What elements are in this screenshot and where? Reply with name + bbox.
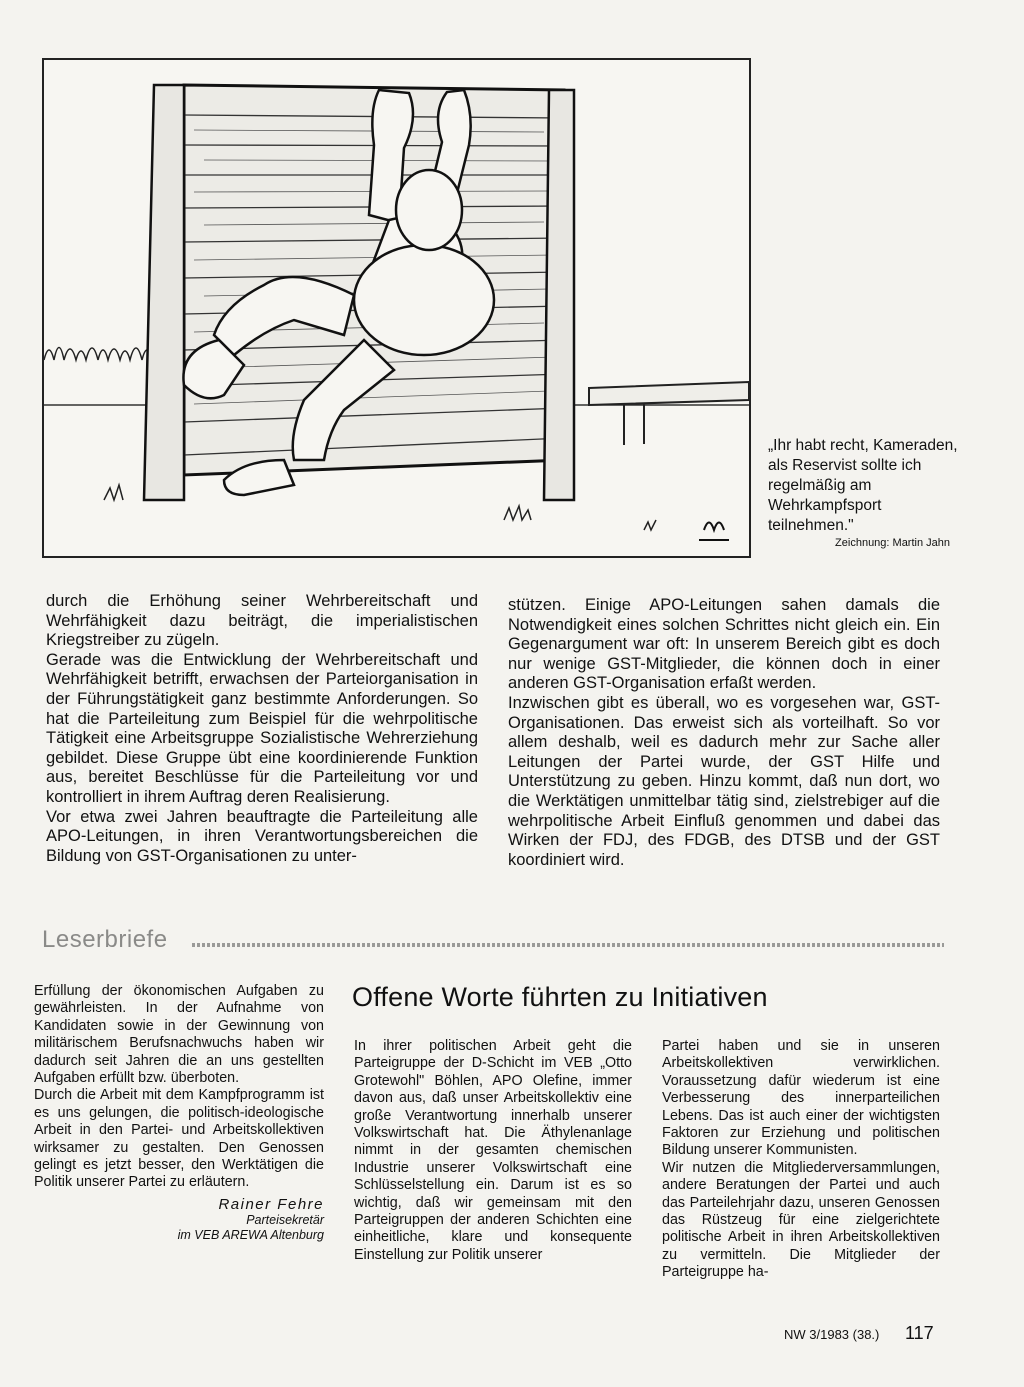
section-label: Leserbriefe: [42, 926, 168, 953]
illustration-credit: Zeichnung: Martin Jahn: [835, 537, 950, 549]
right-post: [544, 90, 574, 500]
article-paragraph: durch die Erhöhung seiner Wehrbereitschaft und Wehrfähigkeit dazu beiträgt, die imperialistischen Kriegstreiber zu zügeln.: [46, 592, 478, 650]
balance-beam: [589, 382, 749, 445]
article-paragraph: stützen. Einige APO-Leitungen sahen damals die Notwendigkeit eines solchen Schrittes nicht gleich ein. Ein Gegenargument war oft: In unserem Bereich gibt es doch nur wenige GST-Mitglieder, die können doch in einer anderen GST-Organisation erfaßt werden.: [508, 596, 940, 693]
article-column-right: [508, 596, 940, 870]
article-paragraph: Vor etwa zwei Jahren beauftragte die Parteileitung alle APO-Leitungen, in ihren Verantwortungsbereichen die Bildung von GST-Organisationen zu unter-: [46, 807, 478, 865]
letter-paragraph: Durch die Arbeit mit dem Kampfprogramm ist es uns gelungen, die politisch-ideologische Arbeit in den Partei- und Arbeitskollektiven wirksamer zu gestalten. Den Genossen gelingt es jetzt besser, den Werktätigen die Politik unserer Partei zu erläutern.: [34, 1087, 324, 1191]
article-column-left: [46, 592, 478, 866]
letter-paragraph: In ihrer politischen Arbeit geht die Parteigruppe der D-Schicht im VEB „Otto Grotewohl" Böhlen, APO Olefine, immer davon aus, daß unser Arbeitskollektiv eine große Verantwortung innerhalb unserer Volkswirtschaft hat. Die Äthylenanlage nimmt in der gesamten chemischen Industrie unserer Volkswirtschaft eine Schlüsselstellung ein. Darum ist es so wichtig, daß wir gemeinsam mit den Parteigruppen der anderen Schichten eine einheitliche, klare und konsequente Einstellung zur Politik unserer: [354, 1038, 632, 1263]
letter-paragraph: Erfüllung der ökonomischen Aufgaben zu gewährleisten. In der Aufnahme von Kandidaten sowie in der Gewinnung von militärischem Berufsnachwuchs haben wir dadurch seit Jahren die an uns gestellten Aufgaben erfüllt bzw. überboten.: [34, 983, 324, 1087]
article-paragraph: Inzwischen gibt es überall, wo es vorgesehen war, GST-Organisationen. Das erweist sich als vorteilhaft. So vor allem deshalb, weil es dadurch mehr zur Sache aller Leitungen der Partei wurde, der GST Hilfe und Unterstützung zu geben. Hinzu kommt, daß nun dort, wo die Werktätigen unmittelbar tätig sind, zielstrebiger auf die wehrpolitische Arbeit Einfluß genommen und dabei das Wirken der FDJ, des FDGB, des DTSB und der GST koordiniert wird.: [508, 693, 940, 869]
author-name: Rainer Fehre: [218, 1195, 324, 1213]
cartoon-caption: „Ihr habt recht, Kameraden, als Reservist sollte ich regelmäßig am Wehrkampfsport teilnehmen.": [768, 437, 958, 534]
section-rule: [192, 943, 944, 947]
letter-signature: [34, 1196, 324, 1243]
author-org: im VEB AREWA Altenburg: [177, 1228, 324, 1243]
section-header: [42, 926, 944, 956]
page-number: 117: [905, 1323, 934, 1343]
cartoon-illustration: [42, 58, 751, 558]
letter-paragraph: Wir nutzen die Mitgliederversammlungen, andere Beratungen der Partei und auch das Parteilehrjahr dazu, unseren Genossen das Rüstzeug für eine zielgerichtete politische Arbeit in ihren Arbeitskollektiven zu vermitteln. Die Mitglieder der Parteigruppe ha-: [662, 1159, 940, 1281]
issue-number: NW 3/1983 (38.): [784, 1327, 880, 1342]
letter2-column-1: [354, 1038, 632, 1264]
left-post: [144, 85, 184, 500]
letter1-column: [34, 983, 324, 1243]
letter-headline: Offene Worte führten zu Initiativen: [352, 982, 768, 1012]
cartoon-drawing: [44, 60, 749, 556]
letter-paragraph: Partei haben und sie in unseren Arbeitskollektiven verwirklichen. Voraussetzung dafür wiederum ist eine Verbesserung des innerparteilichen Lebens. Das ist auch einer der wichtigsten Faktoren zur Erziehung und politischen Bildung unserer Kommunisten.: [662, 1038, 940, 1159]
letter2-column-2: [662, 1038, 940, 1282]
author-role: Parteisekretär: [246, 1213, 324, 1228]
article-paragraph: Gerade was die Entwicklung der Wehrbereitschaft und Wehrfähigkeit betrifft, erwachsen der Parteiorganisation in der Führungstätigkeit ganz bestimmte Anforderungen. So hat die Parteileitung zum Beispiel für die wehrpolitische Tätigkeit eine Arbeitsgruppe Sozialistische Wehrerziehung gebildet. Diese Gruppe übt eine koordinierende Funktion aus, bereitet Beschlüsse für die Parteileitung vor und kontrolliert in ihrem Auftrag deren Realisierung.: [46, 650, 478, 806]
artist-monogram: [699, 523, 729, 541]
